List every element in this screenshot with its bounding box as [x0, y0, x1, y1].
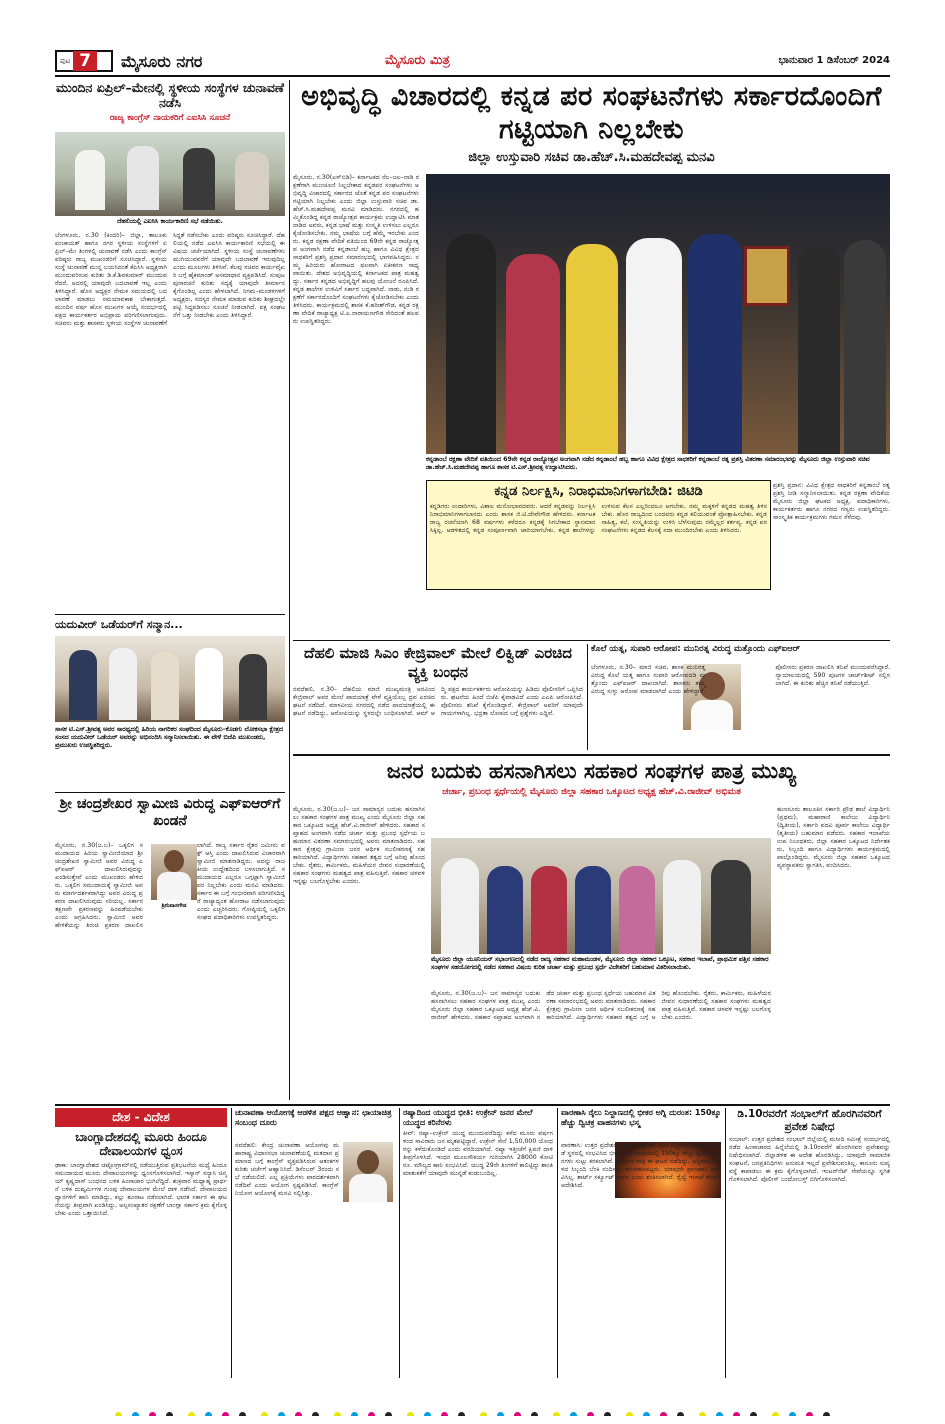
divider [293, 754, 890, 756]
col2-headline: ಚುನಾವಣಾ ಆಯೋಗಕ್ಕೆ ಆಡಳಿತ ಪಕ್ಷದ ಆಹ್ವಾನ: ಛಾಯಾಚಿತ್ರ ಸಂಬಂಧ ದೂರು [235, 1108, 392, 1127]
fir-body: ಮೈಸೂರು, ನ.30(ಜ.ಬ)– ಒಕ್ಕಲಿಗ ಸಮುದಾಯದ ಹಿರಿಯ ಸ್ವಾಮೀಜಿಯಾದ ಶ್ರೀ ಚಂದ್ರಶೇಖರ ಸ್ವಾಮೀಜಿ ಅವರ ವಿರುದ್ಧ ಎಫ್‌ಐಆರ್ ದಾಖಲಿಸಿರುವುದನ್ನು ಖಂಡಿಸುತ್ತೇವೆ ಎಂದು ಮುಖಂಡರು ಹೇಳಿದರು. ಒಕ್ಕಲಿಗ ಸಮುದಾಯಕ್ಕೆ ಸ್ವಾಮೀಜಿ ಅವರು ಮಾರ್ಗದರ್ಶಕರಾಗಿದ್ದು ಅವರ ವಿರುದ್ಧ ಪ್ರಕರಣ ದಾಖಲಿಸಿರುವುದು ಸರಿಯಲ್ಲ. ಸರ್ಕಾರ ತಕ್ಷಣವೇ ಪ್ರಕರಣವನ್ನು ಹಿಂಪಡೆಯಬೇಕು ಎಂದು ಆಗ್ರಹಿಸಿದರು. ಸ್ವಾಮೀಜಿ ಅವರ ಹೇಳಿಕೆಯನ್ನು ತಿರುಚಿ ಪ್ರಕರಣ ದಾಖಲಿಸಲಾಗಿದೆ. ರಾಜ್ಯ ಸರ್ಕಾರ ರೈತರ ಜಮೀನು ವಕ್ಫ್ ಆಸ್ತಿ ಎಂದು ದಾಖಲಿಸಿರುವ ವಿಚಾರವಾಗಿ ಸ್ವಾಮೀಜಿ ಮಾತನಾಡಿದ್ದರು. ಅದನ್ನು ರಾಜಕೀಯ ಉದ್ದೇಶದಿಂದ ಬಳಸಲಾಗುತ್ತಿದೆ. ಸಮುದಾಯದ ಎಲ್ಲರೂ ಒಗ್ಗಟ್ಟಾಗಿ ಸ್ವಾಮೀಜಿ ಪರ ನಿಲ್ಲಬೇಕು ಎಂದು ಮನವಿ ಮಾಡಿದರು. ಸರ್ಕಾರ ಈ ಬಗ್ಗೆ ಗಂಭೀರವಾಗಿ ಪರಿಗಣಿಸದಿದ್ದರೆ ರಾಜ್ಯಾದ್ಯಂತ ಹೋರಾಟ ನಡೆಸಲಾಗುವುದು ಎಂದು ಎಚ್ಚರಿಸಿದರು. ಗೋಷ್ಠಿಯಲ್ಲಿ ಒಕ್ಕಲಿಗ ಸಂಘದ ಪದಾಧಿಕಾರಿಗಳು ಉಪಸ್ಥಿತರಿದ್ದರು. [55, 842, 285, 929]
sambhal-story [729, 1108, 890, 1378]
page-number-badge [55, 50, 113, 72]
col2-body: ನವದೆಹಲಿ: ಕೇಂದ್ರ ಚುನಾವಣಾ ಆಯೋಗವು ಮಹಾರಾಷ್ಟ್ರ ವಿಧಾನಸಭಾ ಚುನಾವಣೆಯಲ್ಲಿ ಮತದಾನ ಪ್ರಮಾಣದ ಬಗ್ಗೆ ಕಾಂಗ್ರೆಸ್ ವ್ಯಕ್ತಪಡಿಸಿರುವ ಆತಂಕಗಳ ಕುರಿತು ಚರ್ಚೆಗೆ ಆಹ್ವಾನಿಸಿದೆ. ಡಿಸೆಂಬರ್ 3ರಂದು ಸಭೆ ನಡೆಯಲಿದೆ. ಎಲ್ಲ ಪ್ರಕ್ರಿಯೆಗಳು ಪಾರದರ್ಶಕವಾಗಿ ನಡೆದಿವೆ ಎಂದು ಆಯೋಗ ಸ್ಪಷ್ಟಪಡಿಸಿದೆ. ಕಾಂಗ್ರೆಸ್ ನಿಯೋಗ ಆಯೋಗಕ್ಕೆ ಮನವಿ ಸಲ್ಲಿಸಿತ್ತು. [235, 1142, 339, 1197]
coop-subhead: ಚರ್ಚಾ, ಪ್ರಬಂಧ ಸ್ಪರ್ಧೆಯಲ್ಲಿ ಮೈಸೂರು ಜಿಲ್ಲಾ ಸಹಕಾರ ಒಕ್ಕೂಟದ ಅಧ್ಯಕ್ಷ ಹೆಚ್.ವಿ.ರಾಜೀವ್ ಅಭಿಮತ [442, 787, 741, 797]
col3-body: ಕೀವ್: ರಷ್ಯಾ–ಉಕ್ರೇನ್ ಯುದ್ಧ ಮುಂದುವರೆದಿದ್ದು ಕಳೆದ ಮೂರು ವರ್ಷಗಳಿಂದ ಸಾವಿರಾರು ಜನ ಮೃತಪಟ್ಟಿದ್ದಾರೆ. ಉಕ್ರೇನ್ ಸೇನೆ 1,50,000 ಯೋಧರನ್ನು ಕಳೆದುಕೊಂಡಿದೆ ಎಂದು ವರದಿಯಾಗಿದೆ. ರಷ್ಯಾ ಇತ್ತೀಚೆಗೆ ಕ್ಷಿಪಣಿ ದಾಳಿ ತೀವ್ರಗೊಳಿಸಿದೆ. ಇಂಧನ ಮೂಲಸೌಕರ್ಯ ಗುರಿಯಾಗಿಸಿ 28000 ಕೋಟಿ ರೂ. ಮೌಲ್ಯದ ಹಾನಿ ಸಂಭವಿಸಿದೆ. ಯುದ್ಧ 29ನೇ ತಿಂಗಳಿಗೆ ಕಾಲಿಟ್ಟಿದ್ದು ಶಾಂತಿ ಮಾತುಕತೆಗೆ ಯಾವುದೇ ಮುನ್ನಡೆ ಕಂಡುಬಂದಿಲ್ಲ. [403, 1130, 553, 1178]
coop-prize-photo [431, 838, 771, 954]
column-divider [725, 1108, 726, 1378]
col2-photo [343, 1142, 393, 1202]
election-body: ಬೆಂಗಳೂರು, ನ.30 (ಕಿಂದರಿ)– ಜಿಲ್ಲಾ, ತಾಲೂಕು ಪಂಚಾಯತ್ ಹಾಗೂ ನಗರ ಸ್ಥಳೀಯ ಸಂಸ್ಥೆಗಳಿಗೆ ಏಪ್ರಿಲ್–ಮೇ ತಿಂಗಳಲ್ಲಿ ಚುನಾವಣೆ ನಡೆಸಿ ಎಂದು ಕಾಂಗ್ರೆಸ್ ವರಿಷ್ಠರು ರಾಜ್ಯ ಮುಖಂಡರಿಗೆ ಸೂಚಿಸಿದ್ದಾರೆ. ಸ್ಥಳೀಯ ಸಂಸ್ಥೆ ಚುನಾವಣೆ ಮುನ್ನ ಬಯಸಿದಂತೆ ಕೆಪಿಸಿಸಿ ಅಧ್ಯಕ್ಷರಾಗಿ ಮುಂದುವರಿಸುವ ಕುರಿತು ಡಿ.ಕೆ.ಶಿವಕುಮಾರ್ ಮುಂದುವರೆದರೆ, ಅದರಲ್ಲಿ ಯಾವುದೇ ಬದಲಾವಣೆ ಇಲ್ಲ ಎಂದು ತಿಳಿಸಿದ್ದಾರೆ. ಹೊಸ ಅಧ್ಯಕ್ಷರ ನೇಮಕ ಸಮಯದಲ್ಲಿ ಬದಲಾವಣೆ ಮಾಡಲು ಸಮಯಾವಕಾಶ ಬೇಕಾಗುತ್ತದೆ. ಮುಂದಿನ ವರ್ಷ ಹೊಸ ಮುಖಗಳ ಆಯ್ಕೆ ಸಂದರ್ಭದಲ್ಲಿ ಪಕ್ಷದ ಕಾರ್ಯಕರ್ತರ ಅಭಿಪ್ರಾಯ ಪರಿಗಣಿಸಲಾಗುವುದು. ಸಚಿವರು ಮತ್ತು ಶಾಸಕರು ಸ್ಥಳೀಯ ಸಂಸ್ಥೆಗಳ ಚುನಾವಣೆಗೆ ಸಿದ್ಧತೆ ನಡೆಸಬೇಕು ಎಂದು ವರಿಷ್ಠರು ಸೂಚಿಸಿದ್ದಾರೆ. ದೆಹಲಿಯಲ್ಲಿ ನಡೆದ ಎಐಸಿಸಿ ಕಾರ್ಯಕಾರಿಣಿ ಸಭೆಯಲ್ಲಿ ಈ ವಿಷಯ ಚರ್ಚೆಯಾಗಿದೆ. ಸ್ಥಳೀಯ ಸಂಸ್ಥೆ ಚುನಾವಣೆಗಳು ಮುಗಿಯುವವರೆಗೆ ಯಾವುದೇ ಬದಲಾವಣೆ ಇರುವುದಿಲ್ಲ ಎಂದು ಮೂಲಗಳು ತಿಳಿಸಿವೆ. ಕೆಲವು ಸಚಿವರ ಕಾರ್ಯವೈಖರಿ ಬಗ್ಗೆ ಹೈಕಮಾಂಡ್ ಅಸಮಾಧಾನ ವ್ಯಕ್ತಪಡಿಸಿದೆ. ಸಂಪುಟ ಪುನಾರಚನೆ ಕುರಿತು ಸದ್ಯಕ್ಕೆ ಯಾವುದೇ ತೀರ್ಮಾನ ಕೈಗೊಂಡಿಲ್ಲ ಎಂದು ಹೇಳಲಾಗಿದೆ. ನಿಗಮ–ಮಂಡಳಿಗಳಿಗೆ ಅಧ್ಯಕ್ಷರು, ಸದಸ್ಯರ ನೇಮಕ ಮಾಡುವ ಕುರಿತು ಶೀಘ್ರದಲ್ಲೇ ಪಟ್ಟಿ ಸಿದ್ಧಪಡಿಸಲು ಸೂಚನೆ ನೀಡಲಾಗಿದೆ. ಪಕ್ಷ ಸಂಘಟನೆಗೆ ಒತ್ತು ನೀಡಬೇಕು ಎಂದು ತಿಳಿಸಿದ್ದಾರೆ. [55, 232, 285, 327]
coop-photo-caption: ಮೈಸೂರು ಜಿಲ್ಲಾ ಯೂನಿಯನ್ ಸಭಾಂಗಣದಲ್ಲಿ ನಡೆದ ರಾಜ್ಯ ಸಹಕಾರ ಮಹಾಮಂಡಳ, ಮೈಸೂರು ಜಿಲ್ಲಾ ಸಹಕಾರ ಒಕ್ಕೂಟ, ಸಹಕಾರ ಇಲಾಖೆ, ಪ್ರಾಥಮಿಕ ಪತ್ತಿನ ಸಹಕಾರ ಸಂಘಗಳ ಸಹಯೋಗದಲ್ಲಿ ನಡೆದ ಸಹಕಾರ ವಿಷಯ ಕುರಿತ ಚರ್ಚಾ ಮತ್ತು ಪ್ರಬಂಧ ಸ್ಪರ್ಧೆ ವಿಜೇತರಿಗೆ ಬಹುಮಾನ ವಿತರಿಸಲಾಯಿತು. [431, 956, 769, 971]
masthead-rule [55, 75, 890, 77]
date: ಭಾನುವಾರ 1 ಡಿಸೆಂಬರ್ 2024 [778, 55, 890, 66]
page-label: ಪುಟ [60, 56, 71, 65]
coop-story [293, 758, 890, 1100]
main-body-right: ಪ್ರಶಸ್ತಿ ಪ್ರದಾನ: ವಿವಿಧ ಕ್ಷೇತ್ರದ ಸಾಧಕರಿಗೆ ಕನ್ನಡಾಂಬೆ ರತ್ನ ಪ್ರಶಸ್ತಿ ನೀಡಿ ಸನ್ಮಾನಿಸಲಾಯಿತು. ಕನ್ನಡ ರಕ್ಷಣಾ ವೇದಿಕೆಯ ಮೈಸೂರು ಜಿಲ್ಲಾ ಘಟಕದ ಅಧ್ಯಕ್ಷ, ಪದಾಧಿಕಾರಿಗಳು, ಕಾರ್ಯಕರ್ತರು ಹಾಗೂ ನಗರದ ಗಣ್ಯರು ಉಪಸ್ಥಿತರಿದ್ದರು. ಸಾಂಸ್ಕೃತಿಕ ಕಾರ್ಯಕ್ರಮಗಳು ಗಮನ ಸೆಳೆದವು. [773, 482, 890, 521]
munirathna-story [591, 644, 890, 752]
election-commission-story [235, 1108, 395, 1378]
masthead [55, 50, 890, 74]
main-photo-caption: ಕನ್ನಡಾಂಬೆ ರಕ್ಷಣಾ ವೇದಿಕೆ ವತಿಯಿಂದ 69ನೇ ಕನ್ನಡ ರಾಜ್ಯೋತ್ಸವ ಅಂಗವಾಗಿ ನಡೆದ ಕನ್ನಡಾಂಬೆ ಹಬ್ಬ ಹಾಗೂ ವಿವಿಧ ಕ್ಷೇತ್ರದ ಸಾಧಕರಿಗೆ ಕನ್ನಡಾಂಬೆ ರತ್ನ ಪ್ರಶಸ್ತಿ ವಿತರಣಾ ಸಮಾರಂಭವನ್ನು ಮೈಸೂರು ಜಿಲ್ಲಾ ಉಸ್ತುವಾರಿ ಸಚಿವ ಡಾ.ಹೆಚ್.ಸಿ.ಮಹದೇವಪ್ಪ ಹಾಗೂ ಶಾಸಕ ಟಿ.ಎಸ್.ಶ್ರೀವತ್ಸ ಉದ್ಘಾಟಿಸಿದರು. [426, 456, 870, 471]
column-divider [289, 80, 290, 1100]
srinivasagowda-photo-caption: ಶ್ರೀನಿವಾಸಗೌಡ [161, 903, 187, 909]
registration-marks [40, 1404, 905, 1416]
kejriwal-body: ನವದೆಹಲಿ, ನ.30– ದೆಹಲಿಯ ಮಾಜಿ ಮುಖ್ಯಮಂತ್ರಿ ಅರವಿಂದ ಕೇಜ್ರಿವಾಲ್ ಅವರ ಮೇಲೆ ಪಾದಯಾತ್ರೆ ವೇಳೆ ವ್ಯಕ್ತಿಯೊಬ್ಬ ದ್ರವ ಎರಚಿದ ಘಟನೆ ನಡೆದಿದೆ. ಮಾಳವೀಯ ನಗರದಲ್ಲಿ ನಡೆದ ಪಾದಯಾತ್ರೆಯಲ್ಲಿ ಈ ಘಟನೆ ನಡೆದಿದ್ದು, ಆರೋಪಿಯನ್ನು ಸ್ಥಳದಲ್ಲೇ ಬಂಧಿಸಲಾಗಿದೆ. ಆಮ್ ಆದ್ಮಿ ಪಕ್ಷದ ಕಾರ್ಯಕರ್ತರು ಆರೋಪಿಯನ್ನು ಹಿಡಿದು ಪೊಲೀಸರಿಗೆ ಒಪ್ಪಿಸಿದರು. ಘಟನೆಯ ಹಿಂದೆ ಬಿಜೆಪಿ ಕೈವಾಡವಿದೆ ಎಂದು ಎಎಪಿ ಆರೋಪಿಸಿದೆ. ಪೊಲೀಸರು ತನಿಖೆ ಕೈಗೊಂಡಿದ್ದಾರೆ. ಕೇಜ್ರಿವಾಲ್ ಅವರಿಗೆ ಯಾವುದೇ ಗಾಯಗಳಾಗಿಲ್ಲ. ಭದ್ರತಾ ಲೋಪದ ಬಗ್ಗೆ ಪ್ರಶ್ನೆಗಳು ಎದ್ದಿವೆ. [293, 686, 583, 717]
divider [55, 792, 285, 793]
varanasi-fire-story [561, 1108, 721, 1378]
section-title: ಮೈಸೂರು ನಗರ [121, 52, 203, 71]
bangladesh-headline: ಬಾಂಗ್ಲಾದೇಶದಲ್ಲಿ ಮೂರು ಹಿಂದೂ ದೇವಾಲಯಗಳ ಧ್ವಂಸ [75, 1130, 207, 1159]
fir-story [55, 796, 285, 1106]
munirathna-body: ಬೆಂಗಳೂರು, ನ.30– ಮಾಜಿ ಸಚಿವ, ಶಾಸಕ ಮುನಿರತ್ನ ವಿರುದ್ಧ ಕೊಲೆ ಯತ್ನ ಹಾಗೂ ಸುಪಾರಿ ಆರೋಪದಡಿ ಮತ್ತೊಂದು ಎಫ್‌ಐಆರ್ ದಾಖಲಾಗಿದೆ. ಶಾಸಕರು ತಮ್ಮ ವಿರುದ್ಧ ಸುಳ್ಳು ಆರೋಪ ಮಾಡಲಾಗಿದೆ ಎಂದು ಹೇಳಿದ್ದಾರೆ. ಪೊಲೀಸರು ಪ್ರಕರಣ ದಾಖಲಿಸಿ ತನಿಖೆ ಮುಂದುವರೆಸಿದ್ದಾರೆ. ನ್ಯಾಯಾಲಯದಲ್ಲಿ 590 ಪುಟಗಳ ಚಾರ್ಜ್‌ಶೀಟ್ ಸಲ್ಲಿಸಲಾಗಿದೆ. ಈ ಕುರಿತು ಹೆಚ್ಚಿನ ತನಿಖೆ ನಡೆಯುತ್ತಿದೆ. [591, 664, 890, 695]
column-divider [231, 1108, 232, 1378]
col3-headline: ರಷ್ಯಾದಿಂದ ಯುದ್ಧದ ಭೀತಿ: ಉಕ್ರೇನ್ ಜನರ ಮೇಲೆ ಯುದ್ಧದ ಕರಿನೆರಳು [403, 1108, 533, 1127]
yaduveer-headline: ಯದುವೀರ್ ಒಡೆಯರ್‌ಗೆ ಸನ್ಮಾನ... [55, 618, 183, 631]
yaduveer-story [55, 618, 285, 790]
munirathna-headline: ಕೊಲೆ ಯತ್ನ, ಸುಪಾರಿ ಆರೋಪ: ಮುನಿರತ್ನ ವಿರುದ್ಧ ಮತ್ತೊಂದು ಎಫ್‌ಐಆರ್ [591, 644, 801, 654]
coop-body-left: ಮೈಸೂರು, ನ.30(ಜ.ಬ)– ಜನ ಸಾಮಾನ್ಯರ ಬದುಕು ಹಸನಾಗಿಸಲು ಸಹಕಾರ ಸಂಘಗಳ ಪಾತ್ರ ಮುಖ್ಯ ಎಂದು ಮೈಸೂರು ಜಿಲ್ಲಾ ಸಹಕಾರ ಒಕ್ಕೂಟದ ಅಧ್ಯಕ್ಷ ಹೆಚ್.ವಿ.ರಾಜೀವ್ ಹೇಳಿದರು. ಸಹಕಾರ ಸಪ್ತಾಹದ ಅಂಗವಾಗಿ ನಡೆದ ಚರ್ಚಾ ಮತ್ತು ಪ್ರಬಂಧ ಸ್ಪರ್ಧೆಯ ಬಹುಮಾನ ವಿತರಣಾ ಸಮಾರಂಭದಲ್ಲಿ ಅವರು ಮಾತನಾಡಿದರು. ಸಹಕಾರ ಕ್ಷೇತ್ರವು ಗ್ರಾಮೀಣ ಜನರ ಆರ್ಥಿಕ ಸಬಲೀಕರಣಕ್ಕೆ ಸಹಕಾರಿಯಾಗಿದೆ. ವಿದ್ಯಾರ್ಥಿಗಳು ಸಹಕಾರ ತತ್ವದ ಬಗ್ಗೆ ಅರಿವು ಹೊಂದಬೇಕು. ರೈತರು, ಕಾರ್ಮಿಕರು, ಮಹಿಳೆಯರ ಜೀವನ ಸುಧಾರಣೆಯಲ್ಲಿ ಸಹಕಾರ ಸಂಘಗಳು ಮಹತ್ವದ ಪಾತ್ರ ವಹಿಸುತ್ತಿವೆ. ಸಹಕಾರ ಚಳವಳಿ ಇನ್ನಷ್ಟು ಬಲಗೊಳ್ಳಬೇಕು ಎಂದರು. [293, 806, 425, 885]
col5-headline: ಡಿ.10ರವರೆಗೆ ಸಂಭಾಲ್‌ಗೆ ಹೊರಗಿನವರಿಗೆ ಪ್ರವೇಶ ನಿಷೇಧ [737, 1108, 882, 1133]
kannada-body: ಕನ್ನಡಿಗರು ಉದಾರಿಗಳು, ವಿಶಾಲ ಮನೋಭಾವದವರು. ಆದರೆ ಕನ್ನಡವನ್ನು ನಿರ್ಲಕ್ಷಿಸಿ ನಿರಾಭಿಮಾನಿಗಳಾಗಬಾರದು ಎಂದು ಶಾಸಕ ಜಿ.ಟಿ.ದೇವೇಗೌಡ ಹೇಳಿದರು. ಕರ್ನಾಟಕ ರಾಜ್ಯ ರಚನೆಯಾಗಿ 68 ವರ್ಷಗಳು ಕಳೆದರೂ ಕನ್ನಡಕ್ಕೆ ಸಿಗಬೇಕಾದ ಸ್ಥಾನಮಾನ ಸಿಕ್ಕಿಲ್ಲ. ಆಡಳಿತದಲ್ಲಿ ಕನ್ನಡ ಸಂಪೂರ್ಣವಾಗಿ ಜಾರಿಯಾಗಬೇಕು. ಕನ್ನಡ ಶಾಲೆಗಳನ್ನು ಉಳಿಸುವ ಕೆಲಸ ಎಲ್ಲರಿಂದಲೂ ಆಗಬೇಕು. ನಮ್ಮ ಮಕ್ಕಳಿಗೆ ಕನ್ನಡದ ಮಹತ್ವ ತಿಳಿಸಬೇಕು. ಹೊರ ರಾಜ್ಯದಿಂದ ಬಂದವರು ಕನ್ನಡ ಕಲಿಯುವಂತೆ ಪ್ರೋತ್ಸಾಹಿಸಬೇಕು. ಕನ್ನಡ ಸಾಹಿತ್ಯ, ಕಲೆ, ಸಂಸ್ಕೃತಿಯನ್ನು ಉಳಿಸಿ ಬೆಳೆಸುವುದು ನಮ್ಮೆಲ್ಲರ ಕರ್ತವ್ಯ. ಕನ್ನಡ ಪರ ಸಂಘಟನೆಗಳು ಕನ್ನಡದ ಕೆಲಸಕ್ಕೆ ಸದಾ ಮುಂದಿರಬೇಕು ಎಂದು ತಿಳಿಸಿದರು. [430, 502, 767, 534]
divider [55, 1104, 890, 1106]
column-divider [587, 644, 588, 750]
coop-body-lower: ಮೈಸೂರು, ನ.30(ಜ.ಬ)– ಜನ ಸಾಮಾನ್ಯರ ಬದುಕು ಹಸನಾಗಿಸಲು ಸಹಕಾರ ಸಂಘಗಳ ಪಾತ್ರ ಮುಖ್ಯ ಎಂದು ಮೈಸೂರು ಜಿಲ್ಲಾ ಸಹಕಾರ ಒಕ್ಕೂಟದ ಅಧ್ಯಕ್ಷ ಹೆಚ್.ವಿ.ರಾಜೀವ್ ಹೇಳಿದರು. ಸಹಕಾರ ಸಪ್ತಾಹದ ಅಂಗವಾಗಿ ನಡೆದ ಚರ್ಚಾ ಮತ್ತು ಪ್ರಬಂಧ ಸ್ಪರ್ಧೆಯ ಬಹುಮಾನ ವಿತರಣಾ ಸಮಾರಂಭದಲ್ಲಿ ಅವರು ಮಾತನಾಡಿದರು. ಸಹಕಾರ ಕ್ಷೇತ್ರವು ಗ್ರಾಮೀಣ ಜನರ ಆರ್ಥಿಕ ಸಬಲೀಕರಣಕ್ಕೆ ಸಹಕಾರಿಯಾಗಿದೆ. ವಿದ್ಯಾರ್ಥಿಗಳು ಸಹಕಾರ ತತ್ವದ ಬಗ್ಗೆ ಅರಿವು ಹೊಂದಬೇಕು. ರೈತರು, ಕಾರ್ಮಿಕರು, ಮಹಿಳೆಯರ ಜೀವನ ಸುಧಾರಣೆಯಲ್ಲಿ ಸಹಕಾರ ಸಂಘಗಳು ಮಹತ್ವದ ಪಾತ್ರ ವಹಿಸುತ್ತಿವೆ. ಸಹಕಾರ ಚಳವಳಿ ಇನ್ನಷ್ಟು ಬಲಗೊಳ್ಳಬೇಕು ಎಂದರು. [431, 990, 771, 1021]
election-photo-caption: ದೆಹಲಿಯಲ್ಲಿ ಎಐಸಿಸಿ ಕಾರ್ಯಕಾರಿಣಿ ಸಭೆ ನಡೆಯಿತು. [117, 218, 223, 225]
election-headline: ಮುಂದಿನ ಏಪ್ರಿಲ್–ಮೇನಲ್ಲಿ ಸ್ಥಳೀಯ ಸಂಸ್ಥೆಗಳ ಚುನಾವಣೆ ನಡೆಸಿ [55, 80, 285, 110]
bangladesh-body: ಢಾಕಾ: ಬಾಂಗ್ಲಾದೇಶದ ಚಟ್ಟೋಗ್ರಾಮ್‌ನಲ್ಲಿ ನಡೆಯುತ್ತಿರುವ ಪ್ರತಿಭಟನೆಯ ಮಧ್ಯೆ ಹಿಂದೂ ಸಮುದಾಯದ ಮೂರು ದೇವಾಲಯಗಳನ್ನು ಧ್ವಂಸಗೊಳಿಸಲಾಗಿದೆ. ಇಸ್ಕಾನ್ ಸನ್ಯಾಸಿ ಚಿನ್ಮಯ್ ಕೃಷ್ಣದಾಸ್ ಬಂಧನದ ಬಳಿಕ ಹಿಂಸಾಚಾರ ಭುಗಿಲೆದ್ದಿದೆ. ಶುಕ್ರವಾರ ಮಧ್ಯಾಹ್ನ ಪ್ರಾರ್ಥನೆ ಬಳಿಕ ದುಷ್ಕರ್ಮಿಗಳ ಗುಂಪು ದೇವಾಲಯಗಳ ಮೇಲೆ ದಾಳಿ ನಡೆಸಿದೆ. ದೇವಾಲಯದ ದ್ವಾರಗಳಿಗೆ ಹಾನಿ ಮಾಡಿದ್ದು, ಕಲ್ಲು ತೂರಾಟ ನಡೆಸಲಾಗಿದೆ. ಭಾರತ ಸರ್ಕಾರ ಈ ಘಟನೆಯನ್ನು ತೀವ್ರವಾಗಿ ಖಂಡಿಸಿದ್ದು, ಅಲ್ಪಸಂಖ್ಯಾತರ ರಕ್ಷಣೆಗೆ ಬಾಂಗ್ಲಾ ಸರ್ಕಾರ ಕ್ರಮ ಕೈಗೊಳ್ಳಬೇಕು ಎಂದು ಒತ್ತಾಯಿಸಿದೆ. [55, 1161, 227, 1217]
col4-headline: ವಾರಣಾಸಿ ರೈಲು ನಿಲ್ದಾಣದಲ್ಲಿ ಭೀಕರ ಅಗ್ನಿ ದುರಂತ: 150ಕ್ಕೂ ಹೆಚ್ಚು ದ್ವಿಚಕ್ರ ವಾಹನಗಳು ಭಸ್ಮ [561, 1108, 721, 1127]
ukraine-story [403, 1108, 553, 1378]
election-subhead: ರಾಜ್ಯ ಕಾಂಗ್ರೆಸ್ ನಾಯಕರಿಗೆ ಎಐಸಿಸಿ ಸೂಚನೆ [109, 113, 231, 123]
fir-headline: ಶ್ರೀ ಚಂದ್ರಶೇಖರ ಸ್ವಾಮೀಜಿ ವಿರುದ್ಧ ಎಫ್‌ಐಆರ್‌ಗೆ ಖಂಡನೆ [59, 796, 281, 829]
coop-body-right: ಹುಣಸೂರು ತಾಲೂಕಿನ ಸರ್ಕಾರಿ ಪ್ರೌಢ ಶಾಲೆ ವಿದ್ಯಾರ್ಥಿನಿ (ಪ್ರಥಮ), ಮಹಾರಾಣಿ ಕಾಲೇಜು ವಿದ್ಯಾರ್ಥಿನಿ (ದ್ವಿತೀಯ), ಸರ್ಕಾರಿ ಪದವಿ ಪೂರ್ವ ಕಾಲೇಜು ವಿದ್ಯಾರ್ಥಿ (ತೃತೀಯ) ಬಹುಮಾನ ಪಡೆದರು. ಸಹಕಾರ ಇಲಾಖೆಯ ಉಪ ನಿಬಂಧಕರು, ಜಿಲ್ಲಾ ಸಹಕಾರ ಒಕ್ಕೂಟದ ನಿರ್ದೇಶಕರು, ಸಿಬ್ಬಂದಿ ಹಾಗೂ ವಿದ್ಯಾರ್ಥಿಗಳು ಕಾರ್ಯಕ್ರಮದಲ್ಲಿ ಪಾಲ್ಗೊಂಡಿದ್ದರು. ಮೈಸೂರು ಜಿಲ್ಲಾ ಸಹಕಾರ ಒಕ್ಕೂಟದ ವ್ಯವಸ್ಥಾಪಕರು ಸ್ವಾಗತಿಸಿ, ವಂದಿಸಿದರು. [777, 806, 890, 869]
newspaper-logo: ಮೈಸೂರು ಮಿತ್ರ [385, 53, 450, 68]
column-divider [399, 1108, 400, 1378]
column-divider [557, 1108, 558, 1378]
yaduveer-felicitation-photo [55, 636, 285, 722]
page-number: 7 [73, 51, 97, 71]
kejriwal-story [293, 644, 583, 752]
kejriwal-headline: ದೆಹಲಿ ಮಾಜಿ ಸಿಎಂ ಕೇಜ್ರಿವಾಲ್ ಮೇಲೆ ಲಿಕ್ವಿಡ್ ಎರಚಿದ ವ್ಯಕ್ತಿ ಬಂಧನ [304, 644, 572, 681]
world-section [55, 1108, 890, 1378]
divider [55, 614, 285, 615]
world-section-label: ದೇಶ - ವಿದೇಶ [55, 1108, 227, 1127]
main-subhead: ಜಿಲ್ಲಾ ಉಸ್ತುವಾರಿ ಸಚಿವ ಡಾ.ಹೆಚ್.ಸಿ.ಮಹದೇವಪ್ಪ ಮನವಿ [468, 150, 715, 165]
main-body-left: ಮೈಸೂರು, ನ.30(ಎಸ್‌ಬಿಡಿ)– ಕರ್ನಾಟಕದ ನೆಲ–ಜಲ–ನಾಡಿ ರಕ್ಷಣೆಗಾಗಿ ಮುಂಚೂಣಿ ನಿಲ್ಲಬೇಕಾದ ಕನ್ನಡಪರ ಸಂಘಟನೆಗಳು ಅಭಿವೃದ್ಧಿ ವಿಚಾರದಲ್ಲಿ ಸರ್ಕಾರದ ಜೊತೆ ಕನ್ನಡ ಪರ ಸಂಘಟನೆಗಳು ಗಟ್ಟಿಯಾಗಿ ನಿಲ್ಲಬೇಕು ಎಂದು ಜಿಲ್ಲಾ ಉಸ್ತುವಾರಿ ಸಚಿವ ಡಾ.ಹೆಚ್.ಸಿ.ಮಹದೇವಪ್ಪ ಮನವಿ ಮಾಡಿದರು. ನಗರದಲ್ಲಿ ಹಮ್ಮಿಕೊಂಡಿದ್ದ ಕನ್ನಡ ರಾಜ್ಯೋತ್ಸವ ಕಾರ್ಯಕ್ರಮ ಉದ್ಘಾಟಿಸಿ ಮಾತನಾಡಿದ ಅವರು, ಕನ್ನಡ ಭಾಷೆ ಮತ್ತು ಸಂಸ್ಕೃತಿ ಉಳಿಸಲು ಎಲ್ಲರೂ ಕೈಜೋಡಿಸಬೇಕು. ನಮ್ಮ ಭಾಷೆಯ ಬಗ್ಗೆ ಹೆಮ್ಮೆ ಇರಬೇಕು ಎಂದರು. ಕನ್ನಡ ರಕ್ಷಣಾ ವೇದಿಕೆ ವತಿಯಿಂದ 69ನೇ ಕನ್ನಡ ರಾಜ್ಯೋತ್ಸವ ಅಂಗವಾಗಿ ನಡೆದ ಕನ್ನಡಾಂಬೆ ಹಬ್ಬ ಹಾಗೂ ವಿವಿಧ ಕ್ಷೇತ್ರದ ಸಾಧಕರಿಗೆ ಪ್ರಶಸ್ತಿ ಪ್ರದಾನ ಸಮಾರಂಭದಲ್ಲಿ ಭಾಗವಹಿಸಿದ್ದರು. ನಮ್ಮ ಹಿರಿಯರು ಹೋರಾಟದ ಫಲವಾಗಿ ಏಕೀಕರಣ ಸಾಧ್ಯವಾಯಿತು. ದೇಶದ ಅಭಿವೃದ್ಧಿಯಲ್ಲಿ ಕರ್ನಾಟಕದ ಪಾತ್ರ ಮಹತ್ವದ್ದು. ಸರ್ಕಾರ ಕನ್ನಡದ ಅಭಿವೃದ್ಧಿಗೆ ಹಲವು ಯೋಜನೆ ರೂಪಿಸಿದೆ. ಕನ್ನಡ ಶಾಲೆಗಳ ಉಳಿವಿಗೆ ಸರ್ಕಾರ ಬದ್ಧವಾಗಿದೆ. ನಾಡು, ನುಡಿ ರಕ್ಷಣೆಗೆ ಸರ್ಕಾರದೊಂದಿಗೆ ಸಂಘಟನೆಗಳು ಕೈಜೋಡಿಸಬೇಕು ಎಂದು ತಿಳಿಸಿದರು. ಕಾರ್ಯಕ್ರಮದಲ್ಲಿ ಶಾಸಕ ಕೆ.ಹರೀಶ್‌ಗೌಡ, ಕನ್ನಡ ರಕ್ಷಣಾ ವೇದಿಕೆ ರಾಜ್ಯಾಧ್ಯಕ್ಷ ಟಿ.ಎ.ನಾರಾಯಣಗೌಡ ಸೇರಿದಂತೆ ಹಲವರು ಉಪಸ್ಥಿತರಿದ್ದರು. [293, 174, 419, 325]
col5-body: ಸಂಭಾಲ್: ಉತ್ತರ ಪ್ರದೇಶದ ಸಂಭಾಲ್ ಜಿಲ್ಲೆಯಲ್ಲಿ ಮಸೀದಿ ಸಮೀಕ್ಷೆ ಸಂದರ್ಭದಲ್ಲಿ ನಡೆದ ಹಿಂಸಾಚಾರದ ಹಿನ್ನೆಲೆಯಲ್ಲಿ ಡಿ.10ರವರೆಗೆ ಹೊರಗಿನವರ ಪ್ರವೇಶವನ್ನು ನಿಷೇಧಿಸಲಾಗಿದೆ. ಜಿಲ್ಲಾಡಳಿತ ಈ ಆದೇಶ ಹೊರಡಿಸಿದ್ದು, ಯಾವುದೇ ಸಾಮಾಜಿಕ ಸಂಘಟನೆ, ಜನಪ್ರತಿನಿಧಿಗಳು ಅನುಮತಿ ಇಲ್ಲದೆ ಪ್ರವೇಶಿಸುವಂತಿಲ್ಲ. ಕಾನೂನು ಸುವ್ಯವಸ್ಥೆ ಕಾಪಾಡಲು ಈ ಕ್ರಮ ಕೈಗೊಳ್ಳಲಾಗಿದೆ. ಇಂಟರ್‌ನೆಟ್ ಸೇವೆಯನ್ನೂ ಸ್ಥಗಿತಗೊಳಿಸಲಾಗಿದೆ. ಪೊಲೀಸ್ ಬಂದೋಬಸ್ತ್ ಬಿಗಿಗೊಳಿಸಲಾಗಿದೆ. [729, 1136, 890, 1184]
main-headline: ಅಭಿವೃದ್ಧಿ ವಿಚಾರದಲ್ಲಿ ಕನ್ನಡ ಪರ ಸಂಘಟನೆಗಳು ಸರ್ಕಾರದೊಂದಿಗೆ ಗಟ್ಟಿಯಾಗಿ ನಿಲ್ಲಬೇಕು [301, 81, 882, 145]
bangladesh-story [55, 1108, 227, 1378]
divider [293, 640, 890, 641]
election-story [55, 80, 285, 610]
coop-headline: ಜನರ ಬದುಕು ಹಸನಾಗಿಸಲು ಸಹಕಾರ ಸಂಘಗಳ ಪಾತ್ರ ಮುಖ್ಯ [386, 759, 797, 783]
yaduveer-caption: ಸಾಸಕ ಟಿ.ಎಸ್.ಶ್ರೀವತ್ಸ ಅವರ ಸಾರಥ್ಯದಲ್ಲಿ ಹಿರಿಯ ನಾಗರಿಕರ ಸಂಘದಿಂದ ಮೈಸೂರು–ಕೊಡಗು ಲೋಕಸಭಾ ಕ್ಷೇತ್ರದ ಸಂಸದ ಯದುವೀರ್ ಒಡೆಯರ್ ಅವರನ್ನು ಅಭಿನಂದಿಸಿ ಸನ್ಮಾನಿಸಲಾಯಿತು. ಈ ವೇಳೆ ಬಿಜೆಪಿ ಮುಖಂಡರು, ಪ್ರಮುಖರು ಉಪಸ್ಥಿತರಿದ್ದರು. [55, 726, 283, 749]
rajyotsava-event-photo [426, 174, 890, 454]
kannada-headline: ಕನ್ನಡ ನಿರ್ಲಕ್ಷಿಸಿ, ನಿರಾಭಿಮಾನಿಗಳಾಗಬೇಡಿ: ಜಿಟಿಡಿ [494, 484, 703, 499]
aicc-meeting-photo [55, 132, 285, 216]
kannada-box [426, 480, 771, 590]
col4-body: ವಾರಣಾಸಿ: ಉತ್ತರ ಪ್ರದೇಶದ ವಾರಣಾಸಿ ಕ್ಯಾಂಟ್ ರೈಲು ನಿಲ್ದಾಣದ ವಾಹನ ನಿಲುಗಡೆ ಸ್ಥಳದಲ್ಲಿ ಸಂಭವಿಸಿದ ಭೀಕರ ಅಗ್ನಿ ಅವಘಡದಲ್ಲಿ 150ಕ್ಕೂ ಹೆಚ್ಚು ದ್ವಿಚಕ್ರ ವಾಹನಗಳು ಸುಟ್ಟು ಕರಕಲಾಗಿವೆ. ಶುಕ್ರವಾರ ರಾತ್ರಿ ಈ ಘಟನೆ ನಡೆದಿದ್ದು, ಅಗ್ನಿಶಾಮಕ ದಳದ ಸಿಬ್ಬಂದಿ ಬೆಂಕಿ ನಂದಿಸಲು ಹರಸಾಹಸಪಟ್ಟರು. ಯಾವುದೇ ಪ್ರಾಣಹಾನಿ ಸಂಭವಿಸಿಲ್ಲ. ಶಾರ್ಟ್ ಸರ್ಕ್ಯೂಟ್ ಕಾರಣ ಎಂದು ಶಂಕಿಸಲಾಗಿದೆ. ರೈಲ್ವೆ ಇಲಾಖೆ ತನಿಖೆಗೆ ಆದೇಶಿಸಿದೆ. [561, 1142, 721, 1189]
